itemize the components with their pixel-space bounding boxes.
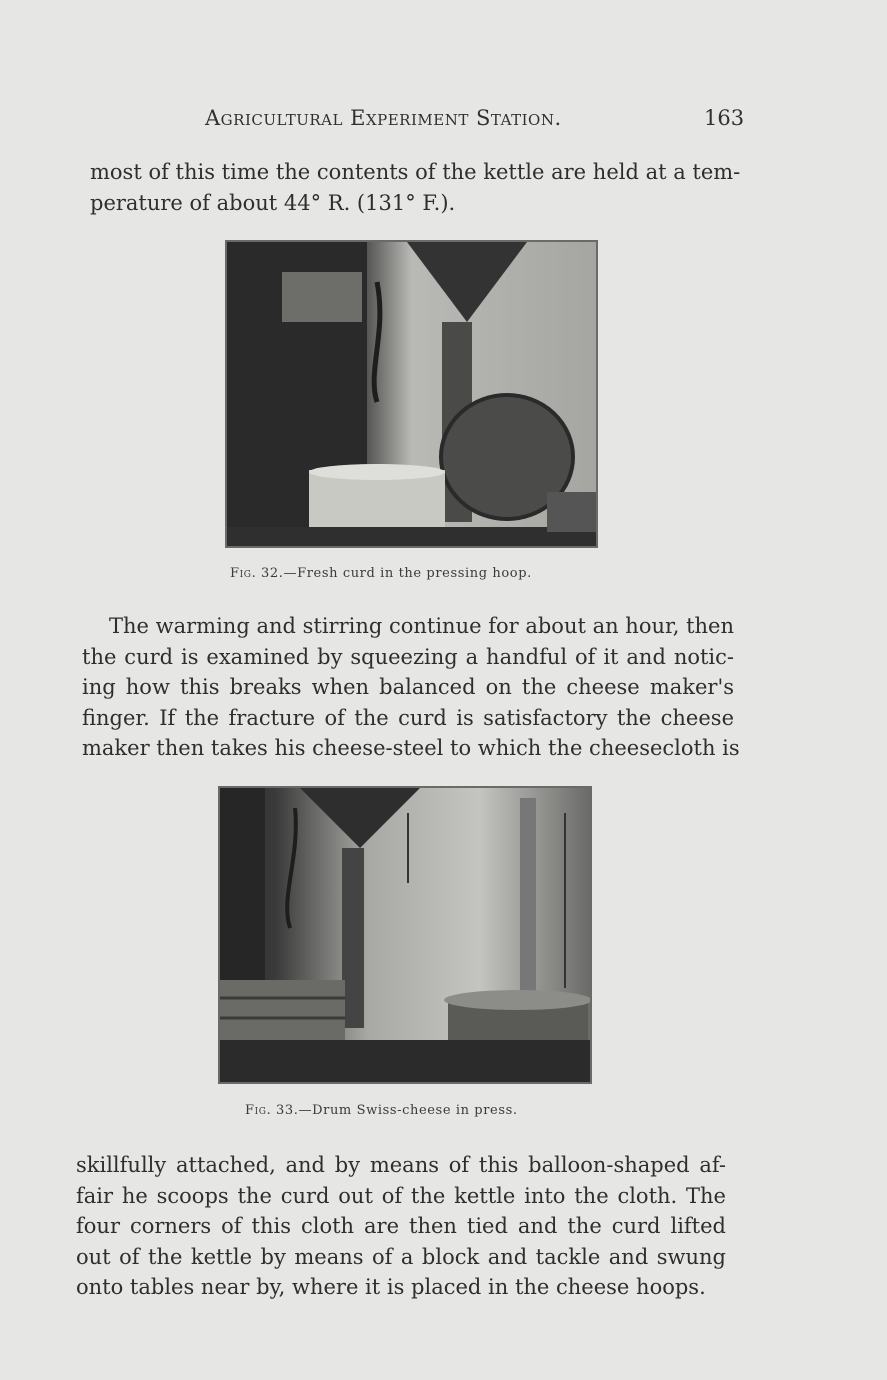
paragraph-3 [76,1150,726,1303]
text-line: most of this time the contents of the kettle are held at a tem- [90,160,741,184]
paragraph-2 [82,611,740,764]
running-head-title: Agricultural Experiment Station. [205,106,562,130]
text-line: out of the kettle by means of a block and tackle and swung [76,1244,726,1269]
text-line: skillfully attached, and by means of this balloon-shaped af- [76,1153,726,1177]
figure-33-caption [245,1103,518,1118]
page-number: 163 [704,106,745,130]
text-line: ing how this breaks when balanced on the cheese maker's [82,675,734,699]
text-line: finger. If the fracture of the curd is satisfactory the cheese [82,705,734,730]
curd-in-hoop-photo [227,242,596,546]
text-line: the curd is examined by squeezing a handful of it and notic- [82,644,734,669]
figure-33-label: Fig. 33. [245,1103,299,1118]
figure-33-caption-text: —Drum Swiss-cheese in press. [298,1103,518,1118]
swiss-cheese-press-photo [220,788,590,1082]
text-line: onto tables near by, where it is placed in the cheese hoops. [76,1275,706,1299]
figure-32-label: Fig. 32. [230,566,284,581]
text-line: perature of about 44° R. (131° F.). [90,190,456,215]
text-line: fair he scoops the curd out of the kettle into the cloth. The [76,1183,726,1208]
figure-33-photo [218,786,592,1084]
figure-32-caption-text: —Fresh curd in the pressing hoop. [283,566,532,581]
text-line: The warming and stirring continue for about an hour, then [109,614,734,638]
figure-32-caption [230,566,532,581]
paragraph-1 [90,157,740,218]
figure-32-photo [225,240,598,548]
text-line: four corners of this cloth are then tied and the curd lifted [76,1214,726,1238]
text-line: maker then takes his cheese-steel to which the cheesecloth is [82,736,740,760]
